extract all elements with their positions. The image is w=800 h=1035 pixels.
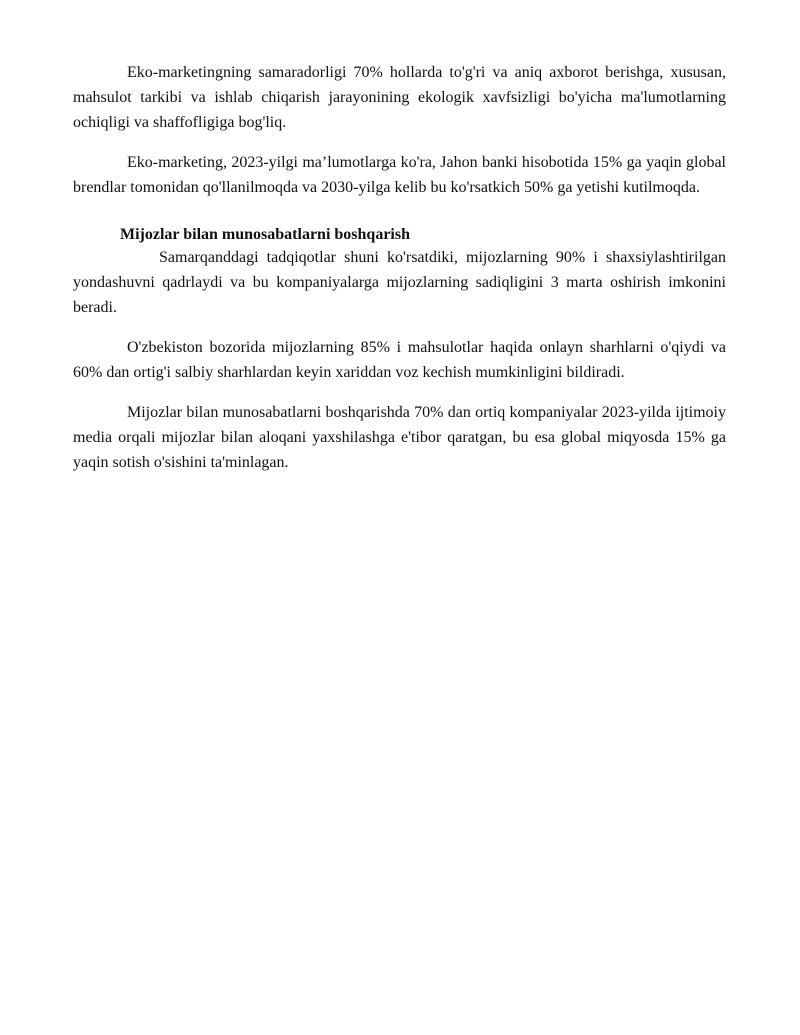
paragraph-uzbekistan-reviews: O'zbekiston bozorida mijozlarning 85% i mahsulotlar haqida onlayn sharhlarni o'qiydi va 60% dan ortig'i salbiy sharhlardan keyin xariddan voz kechish mumkinligini bildiradi. xyxy=(73,339,726,381)
paragraph-eco-marketing-adoption: Eko-marketing, 2023-yilgi ma’lumotlarga ko'ra, Jahon banki hisobotida 15% ga yaqin global brendlar tomonidan qo'llanilmoqda va 2030-yilga kelib bu ko'rsatkich 50% ga yetishi kutilmoqda. xyxy=(73,154,726,196)
paragraph-social-media-crm: Mijozlar bilan munosabatlarni boshqarishda 70% dan ortiq kompaniyalar 2023-yilda ijtimoiy media orqali mijozlar bilan aloqani yaxshilashga e'tibor qaratgan, bu esa global miqyosda 15% ga yaqin sotish o'sishini ta'minlagan. xyxy=(73,404,726,471)
section-heading: Mijozlar bilan munosabatlarni boshqarish xyxy=(120,226,410,243)
document-page xyxy=(73,60,726,490)
paragraph-eco-marketing-effectiveness: Eko-marketingning samaradorligi 70% hollarda to'g'ri va aniq axborot berishga, xususan, mahsulot tarkibi va ishlab chiqarish jarayonining ekologik xavfsizligi bo'yicha ma'lumotlarning ochiqligi va shaffofligiga bog'liq. xyxy=(73,64,726,131)
paragraph-samarkand-research: Samarqanddagi tadqiqotlar shuni ko'rsatdiki, mijozlarning 90% i shaxsiylashtirilgan yondashuvni qadrlaydi va bu kompaniyalarga mijozlarning sadiqligini 3 marta oshirish imkonini beradi. xyxy=(73,249,726,316)
